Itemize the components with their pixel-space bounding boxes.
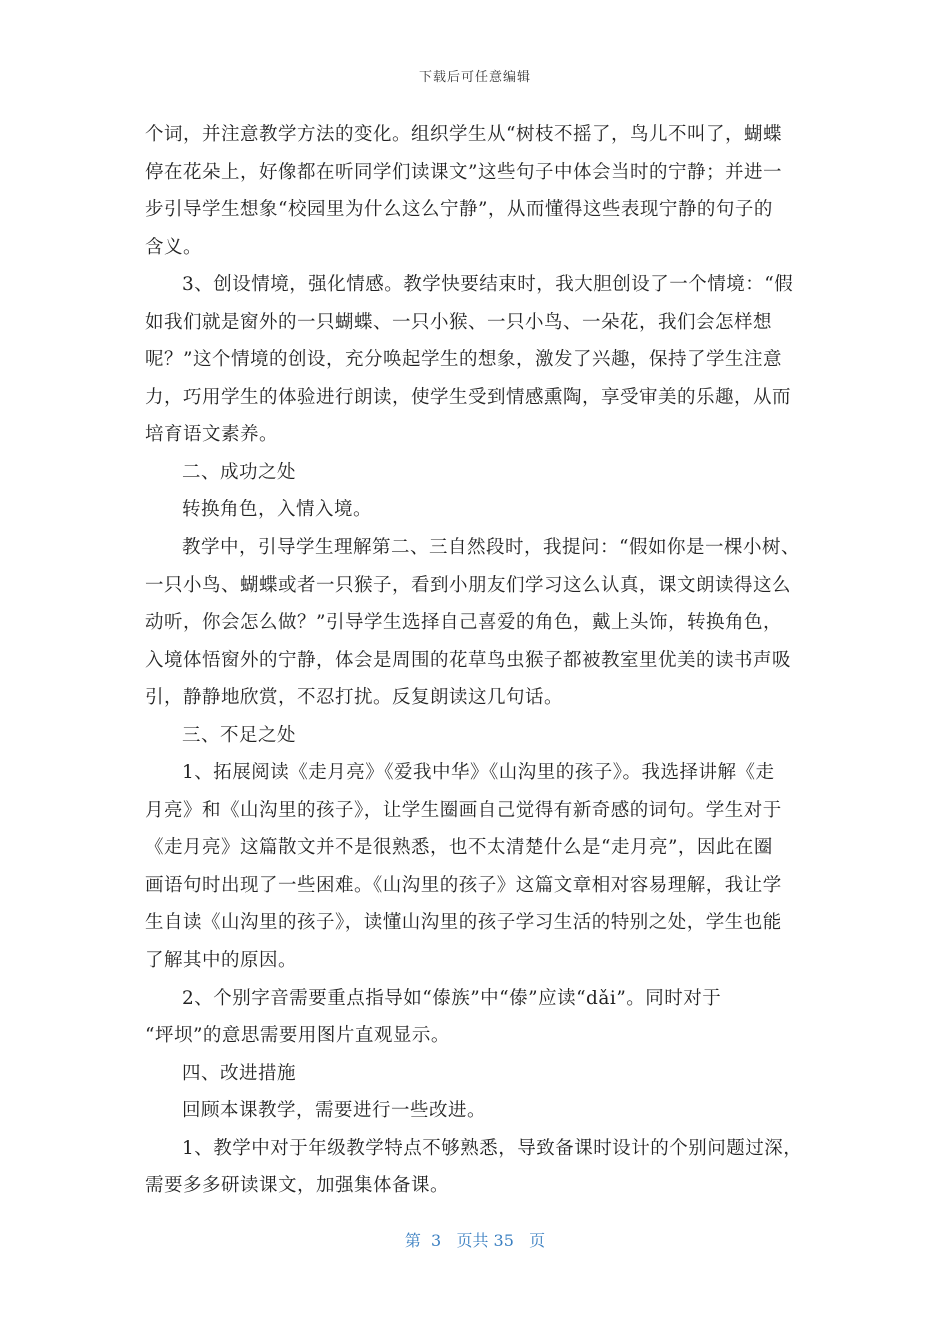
text-line: 含义。 [145,236,203,258]
text-line: 需要多多研读课文，加强集体备课。 [145,1175,450,1197]
text-line: 回顾本课教学，需要进行一些改进。 [182,1100,487,1122]
text-line: 月亮》和《山沟里的孩子》，让学生圈画自己觉得有新奇感的词句。学生对于 [145,799,782,821]
text-line: 培育语文素养。 [145,424,279,446]
text-line: 画语句时出现了一些困难。《山沟里的孩子》这篇文章相对容易理解，我让学 [145,874,782,896]
text-line: 入境体悟窗外的宁静，体会是周围的花草鸟虫猴子都被教室里优美的读书声吸 [145,649,792,671]
text-line: 二、成功之处 [182,461,297,483]
text-line: 三、不足之处 [182,724,297,746]
text-line: 2、个别字音需要重点指导如“傣族”中“傣”应读“dǎi”。同时对于 [182,987,722,1009]
text-line: “坪坝”的意思需要用图片直观显示。 [145,1025,450,1047]
text-line: 个词，并注意教学方法的变化。组织学生从“树枝不摇了，鸟儿不叫了，蝴蝶 [145,124,782,145]
text-line: 《走月亮》这篇散文并不是很熟悉，也不太清楚什么是“走月亮”，因此在圈 [145,837,773,859]
text-line: 1、教学中对于年级教学特点不够熟悉，导致备课时设计的个别问题过深， [182,1137,803,1159]
text-line: 转换角色，入情入境。 [182,499,373,521]
text-line: 停在花朵上，好像都在听同学们读课文”这些句子中体会当时的宁静；并进一 [145,161,782,183]
text-line: 引，静静地欣赏，不忍打扰。反复朗读这几句话。 [145,687,564,709]
text-line: 步引导学生想象“校园里为什么这么宁静”，从而懂得这些表现宁静的句子的 [145,199,773,221]
text-line: 3、创设情境，强化情感。教学快要结束时，我大胆创设了一个情境：“假 [182,274,794,296]
page-header: 下载后可任意编辑 [418,70,531,85]
text-line: 四、改进措施 [182,1062,297,1084]
text-line: 动听，你会怎么做？”引导学生选择自己喜爱的角色，戴上头饰，转换角色， [145,612,782,634]
text-line: 如我们就是窗外的一只蝴蝶、一只小猴、一只小鸟、一朵花，我们会怎样想 [145,311,773,333]
text-line: 一只小鸟、蝴蝶或者一只猴子，看到小朋友们学习这么认真，课文朗读得这么 [145,574,792,596]
text-line: 教学中，引导学生理解第二、三自然段时，我提问：“假如你是一棵小树、 [182,537,800,559]
text-line: 了解其中的原因。 [145,950,298,972]
text-line: 呢？”这个情境的创设，充分唤起学生的想象，激发了兴趣，保持了学生注意 [145,349,782,371]
page-number-footer: 第 3 页共 35 页 [404,1231,546,1250]
text-line: 力，巧用学生的体验进行朗读，使学生受到情感熏陶，享受审美的乐趣，从而 [145,386,792,408]
text-line: 1、拓展阅读《走月亮》《爱我中华》《山沟里的孩子》。我选择讲解《走 [182,762,775,784]
text-line: 生自读《山沟里的孩子》，读懂山沟里的孩子学习生活的特别之处，学生也能 [145,912,782,934]
document-body [145,116,805,1205]
